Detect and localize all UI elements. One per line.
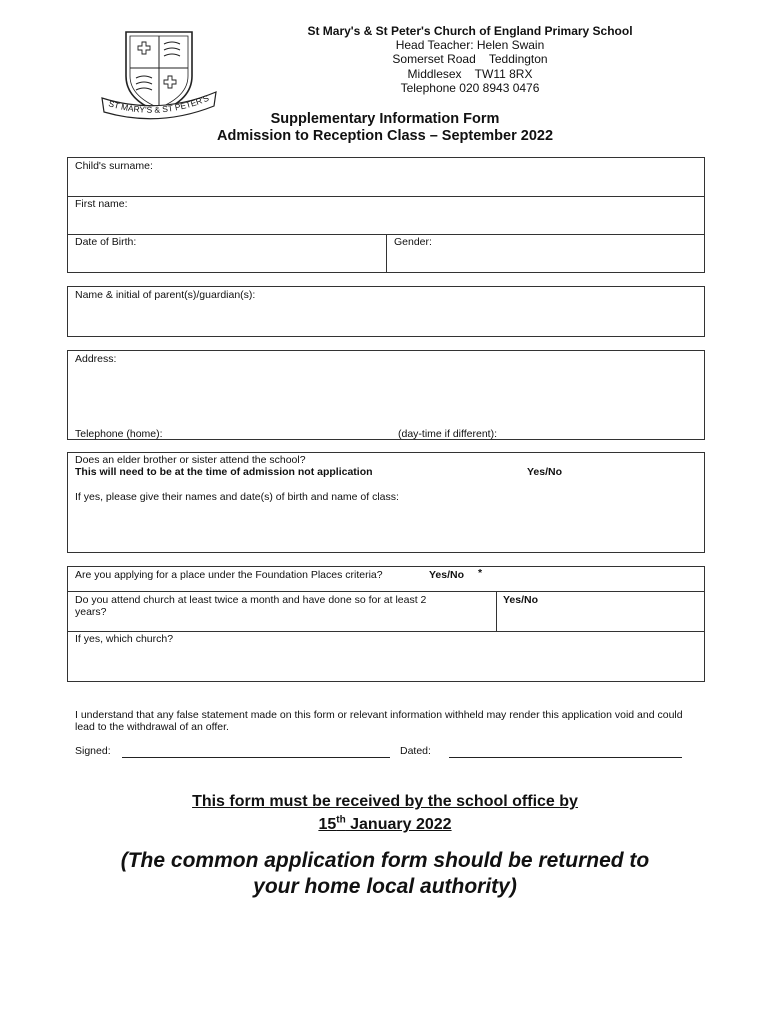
head-teacher: Head Teacher: Helen Swain [395, 38, 545, 53]
date-of-birth-label: Date of Birth: [75, 236, 137, 248]
date-of-birth-field[interactable] [68, 234, 386, 272]
telephone-home-label: Telephone (home): [75, 428, 163, 440]
parent-guardian-label: Name & initial of parent(s)/guardian(s): [75, 289, 256, 301]
form-title [150, 111, 620, 145]
sibling-details-label: If yes, please give their names and date(s) of birth and name of class: [75, 491, 399, 503]
parent-guardian-field[interactable] [67, 286, 705, 337]
address-line-1: Somerset Road Teddington [392, 52, 548, 67]
church-attendance-question-line-1: Do you attend church at least twice a month and have done so for at least 2 [75, 594, 427, 606]
signature-line[interactable] [122, 757, 390, 758]
crest-motto: ST MARY'S & ST PETER'S [107, 92, 211, 115]
telephone-daytime-label: (day-time if different): [398, 428, 498, 440]
return-note-line-2: your home local authority) [253, 875, 517, 898]
declaration-text: I understand that any false statement made on this form or relevant information withheld may render this application void and could lead to the withdrawal of an offer. [75, 709, 683, 733]
child-surname-label: Child's surname: [75, 160, 153, 172]
deadline-month-year: January 2022 [345, 816, 452, 834]
form-title-line-1: Supplementary Information Form [270, 111, 500, 127]
deadline-day: 15 [318, 816, 337, 834]
foundation-question: Are you applying for a place under the Foundation Places criteria? [75, 569, 383, 581]
child-surname-field[interactable] [68, 158, 704, 196]
address-label: Address: [75, 353, 117, 365]
sibling-question: Does an elder brother or sister attend the school? [75, 454, 306, 466]
form-title-line-2: Admission to Reception Class – September 2022 [216, 128, 554, 144]
gender-label: Gender: [394, 236, 432, 248]
return-note [60, 848, 710, 900]
first-name-field[interactable] [68, 196, 704, 234]
address-field[interactable] [67, 350, 705, 440]
school-crest-icon [98, 24, 220, 124]
first-name-label: First name: [75, 198, 128, 210]
sibling-yes-no[interactable]: Yes/No [527, 466, 563, 478]
sibling-details-field[interactable] [68, 505, 704, 552]
sibling-note: This will need to be at the time of admission not application [75, 466, 373, 478]
church-attendance-question-line-2: years? [75, 606, 107, 618]
deadline-day-suffix: th [336, 815, 346, 826]
church-attendance-yes-no[interactable]: Yes/No [503, 594, 539, 606]
deadline-line-1: This form must be received by the school office by [192, 793, 578, 810]
address-line-2: Middlesex TW11 8RX [407, 66, 533, 81]
which-church-field[interactable] [68, 632, 704, 681]
signed-label: Signed: [75, 745, 111, 757]
sibling-box [67, 452, 705, 553]
deadline-notice [120, 792, 650, 834]
dated-label: Dated: [400, 745, 431, 757]
foundation-yes-no[interactable]: Yes/No [429, 569, 465, 581]
deadline-line-2 [318, 816, 451, 833]
date-line[interactable] [449, 757, 682, 758]
foundation-asterisk: * [478, 567, 483, 579]
child-details-box [67, 157, 705, 273]
foundation-box [67, 566, 705, 682]
school-header [270, 24, 670, 95]
return-note-line-1: (The common application form should be returned to [120, 849, 650, 872]
school-name: St Mary's & St Peter's Church of England Primary School [307, 24, 633, 38]
which-church-label: If yes, which church? [75, 633, 174, 645]
school-telephone: Telephone 020 8943 0476 [400, 80, 540, 95]
gender-field[interactable] [386, 234, 704, 272]
